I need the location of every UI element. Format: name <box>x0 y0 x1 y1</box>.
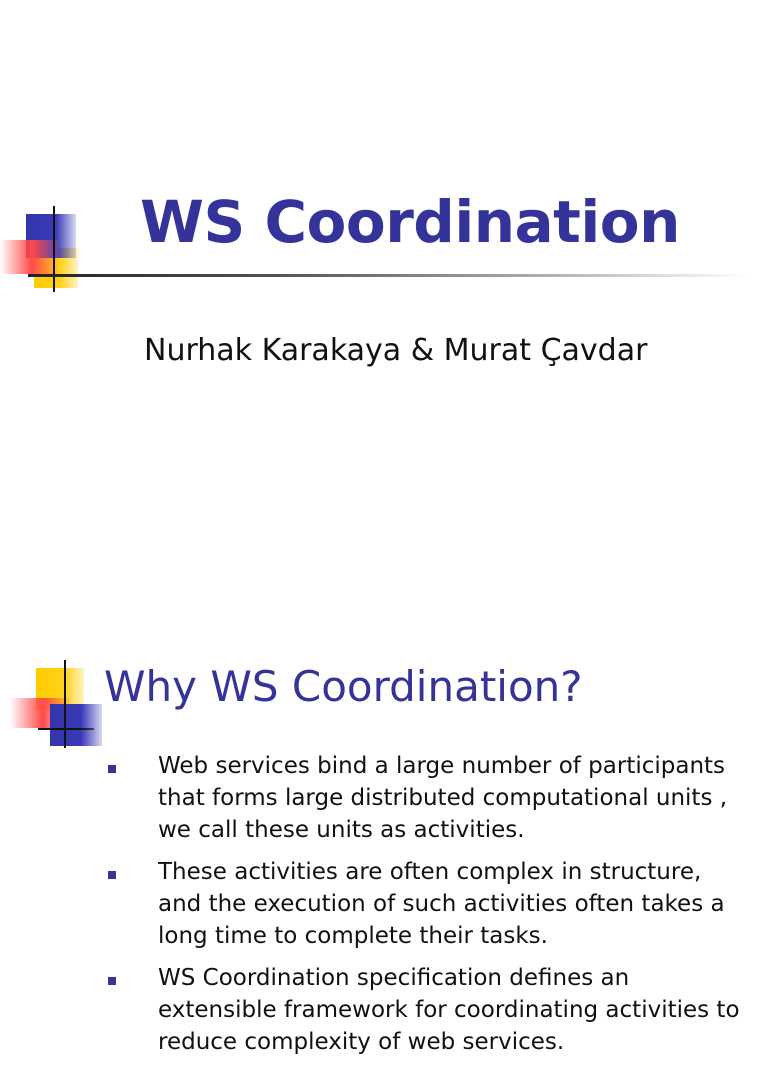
list-item <box>108 856 748 952</box>
list-item <box>108 750 748 846</box>
slide-title: WS Coordination <box>140 188 680 256</box>
bullet-text: Web services bind a large number of participants that forms large distributed computational units , we call these units as activities. <box>158 753 728 843</box>
slide-subtitle: Nurhak Karakaya & Murat Çavdar <box>144 333 648 368</box>
square-bullet-icon <box>108 765 116 773</box>
bullet-list <box>108 750 748 1068</box>
content-slide <box>0 640 768 1055</box>
square-bullet-icon <box>108 871 116 879</box>
corner-squares-logo-icon <box>0 200 100 300</box>
list-item <box>108 962 748 1058</box>
bullet-text: WS Coordination specification defines an extensible framework for coordinating activities to reduce complexity of web services. <box>158 965 740 1055</box>
bullet-text: These activities are often complex in structure, and the execution of such activities often takes a long time to complete their tasks. <box>158 859 725 949</box>
square-bullet-icon <box>108 977 116 985</box>
title-underline <box>28 274 748 277</box>
slide-title: Why WS Coordination? <box>104 662 583 711</box>
corner-squares-logo-icon <box>10 660 110 750</box>
